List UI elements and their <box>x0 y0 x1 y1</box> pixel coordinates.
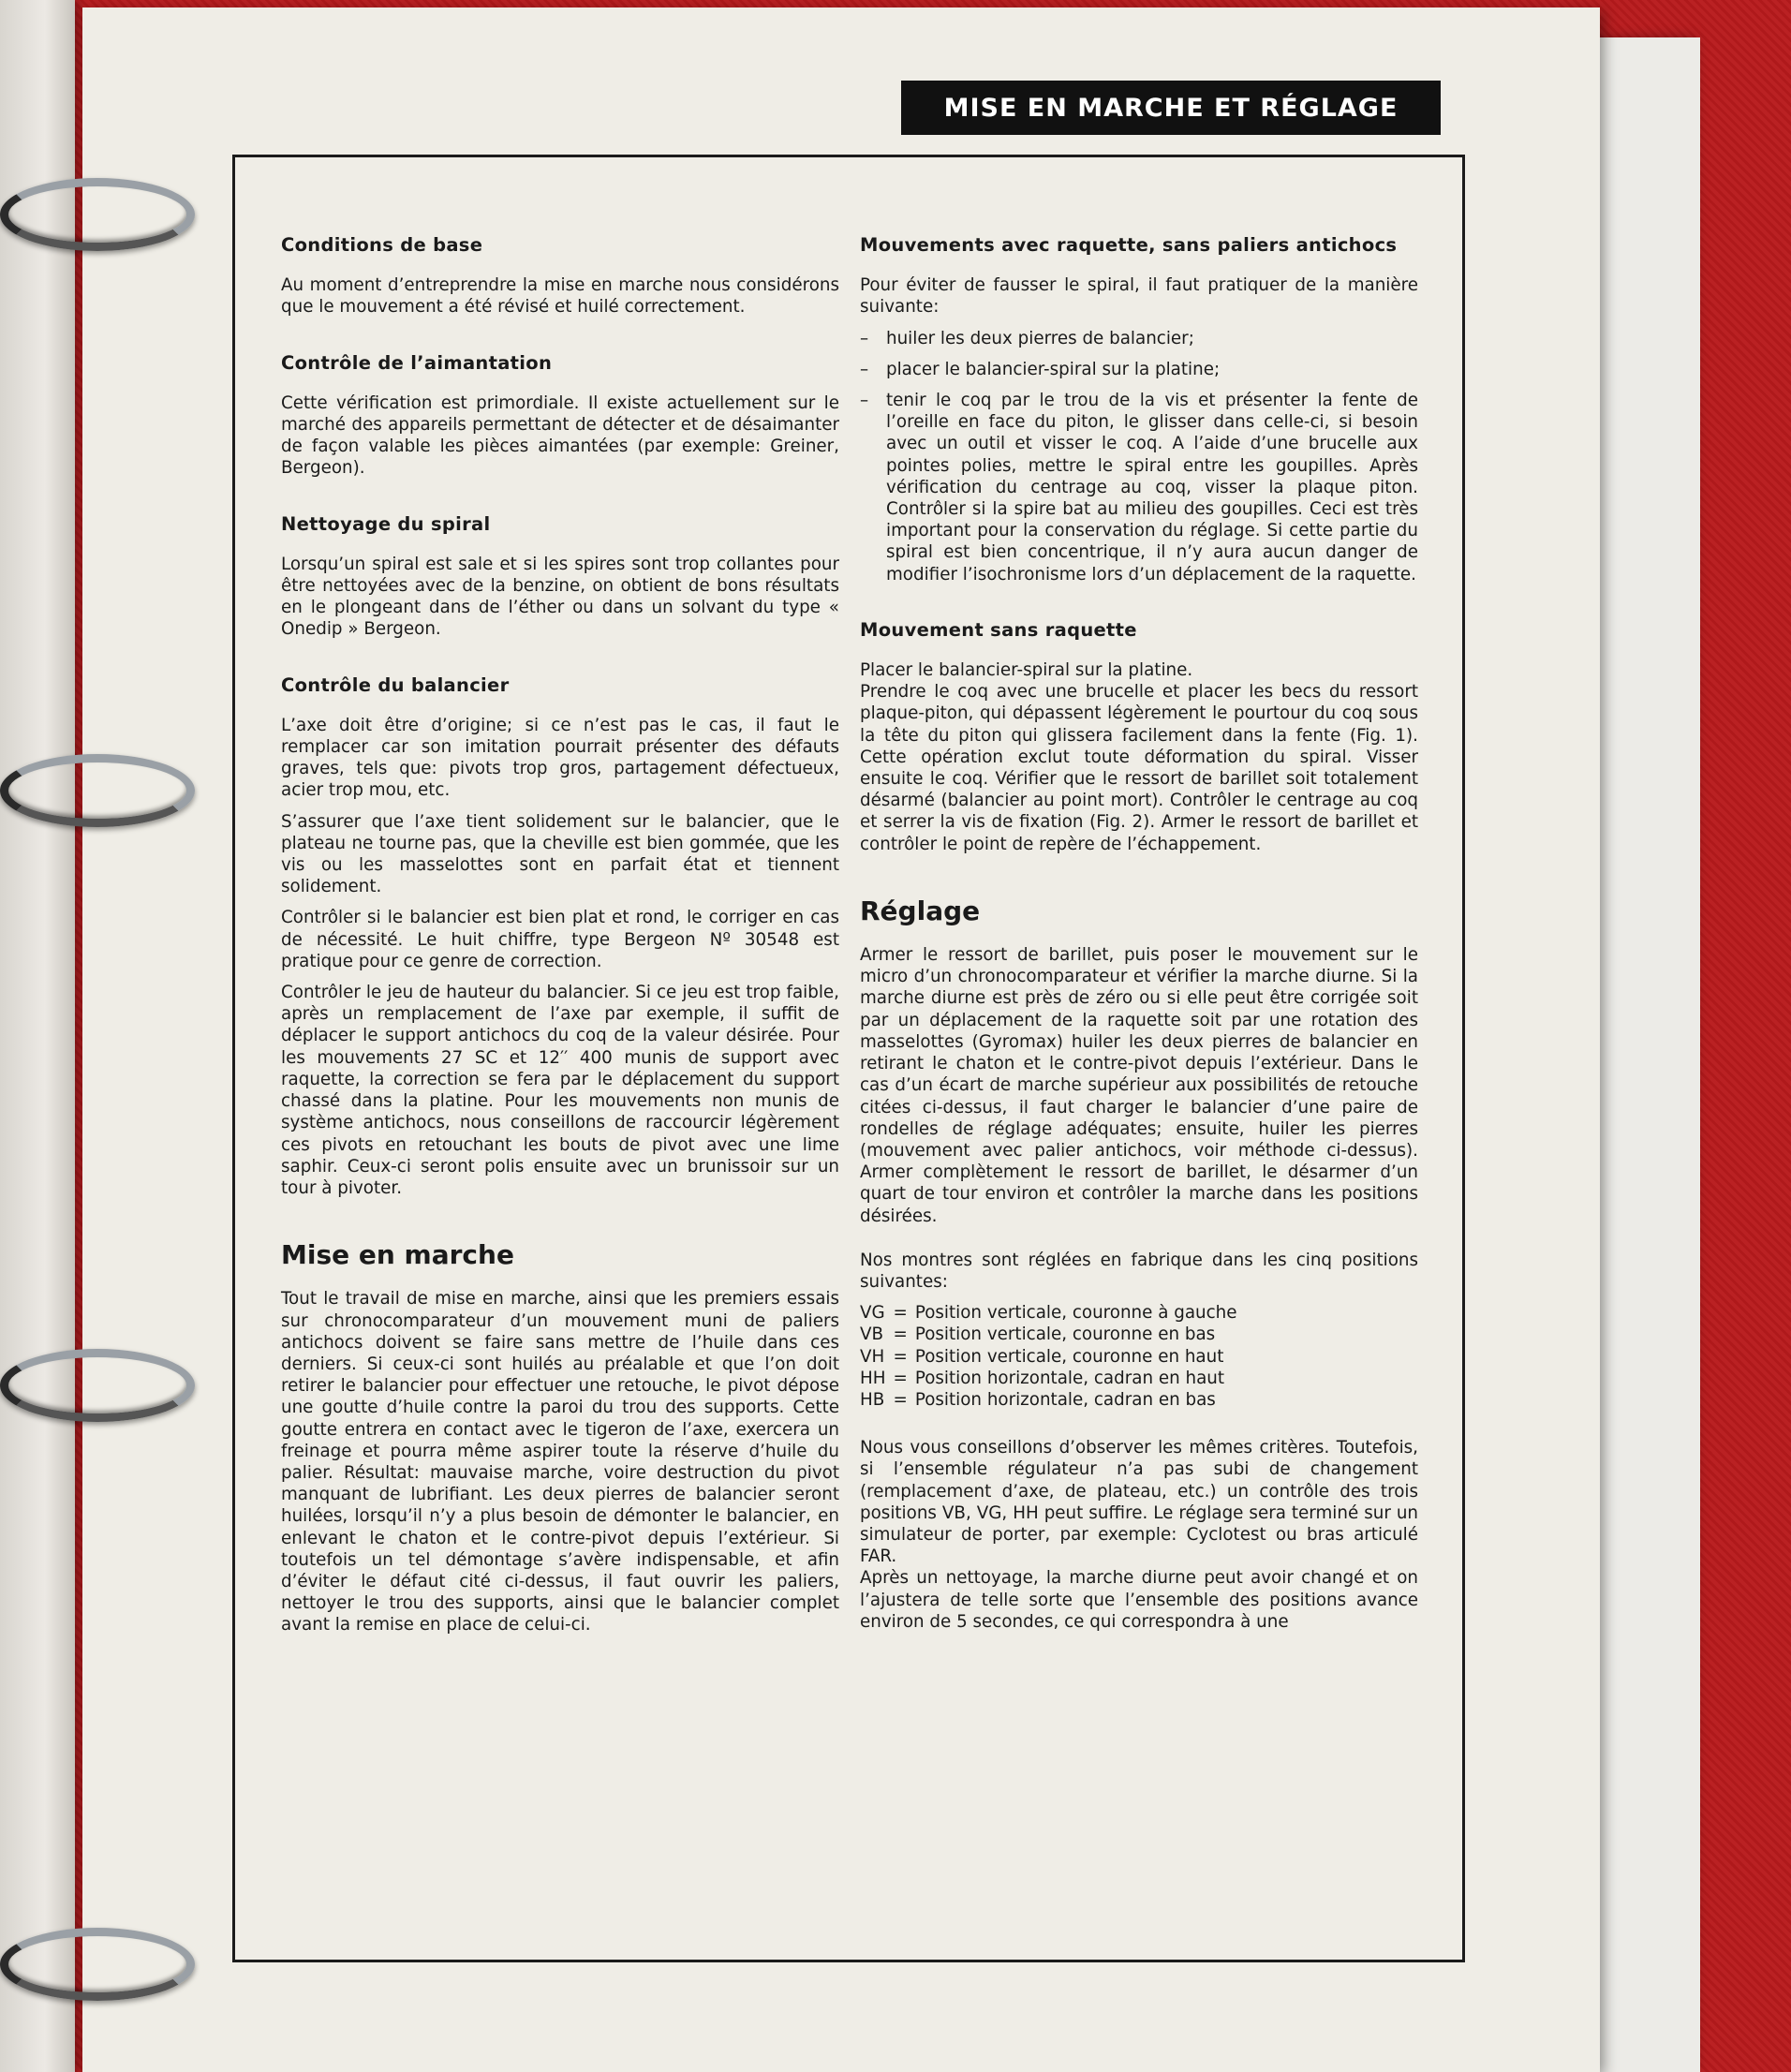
paragraph: Après un nettoyage, la marche diurne peut avoir changé et on l’ajustera de telle sorte que l’ensemble des positions avance environ de 5 secondes, ce qui correspondra à une <box>860 1568 1418 1632</box>
position-description: Position verticale, couronne en bas <box>914 1325 1216 1345</box>
table-row <box>860 1302 1245 1324</box>
section-mise-en-marche <box>281 1239 839 1635</box>
major-heading: Réglage <box>860 895 981 926</box>
binder-ring <box>0 754 195 827</box>
section-aimantation <box>281 352 839 480</box>
section-sans-raquette <box>860 619 1418 855</box>
table-row <box>860 1368 1245 1389</box>
section-title-badge: MISE EN MARCHE ET RÉGLAGE <box>901 81 1441 135</box>
position-equals: = <box>893 1303 908 1324</box>
position-equals: = <box>893 1346 908 1367</box>
section-avec-raquette <box>860 234 1418 585</box>
section-heading: Conditions de base <box>281 234 483 256</box>
binder-ring <box>0 1928 195 2001</box>
section-heading: Contrôle du balancier <box>281 673 510 696</box>
right-column <box>860 225 1418 1666</box>
section-conditions <box>281 234 839 318</box>
position-description: Position horizontale, cadran en bas <box>914 1389 1216 1410</box>
paragraph: Contrôler le jeu de hauteur du balancier. Si ce jeu est trop faible, après un remplacement de l’axe par exemple, il suffit de déplacer le support antichocs du coq de la valeur désirée. Pour les mouvements 27 SC et 12′′ 400 munis de support avec raquette, la correction se fera par le déplacement du support chassé dans la platine. Pour les mouvements non munis de système antichocs, nous conseillons de raccourcir légèrement ces pivots en retouchant les bouts de pivot avec une lime saphir. Ceux-ci seront polis ensuite avec un brunissoir sur un tour à pivoter. <box>281 983 839 1198</box>
paragraph: L’axe doit être d’origine; si ce n’est pas le cas, il faut le remplacer car son imitation pourrait présenter des défauts graves, tels que: pivots trop gros, partagement défectueux, acier trop mou, etc. <box>281 715 839 801</box>
binder-ring <box>0 1349 195 1422</box>
position-description: Position verticale, couronne à gauche <box>914 1303 1237 1324</box>
section-heading: Contrôle de l’aimantation <box>281 351 553 374</box>
section-heading: Mouvements avec raquette, sans paliers antichocs <box>860 234 1398 256</box>
paragraph: Armer le ressort de barillet, puis poser le mouvement sur le micro d’un chronocomparateur et vérifier la marche diurne. Si la marche diurne est près de zéro ou si elle peut être corrigée soit par un déplacement de la raquette soit par une rotation des masselottes (Gyromax) huiler les deux pierres de balancier en retirant le chaton et le contre-pivot depuis l’extérieur. Dans le cas d’un écart de marche supérieur aux possibilités de retouche citées ci-dessus, il faut charger le balancier d’une paire de rondelles de réglage adéquates; ensuite, huiler les pierres (mouvement avec palier antichocs, voir méthode ci-dessus). Armer complètement le ressort de barillet, le désarmer d’un quart de tour environ et contrôler la marche dans les positions désirées. <box>860 945 1418 1226</box>
position-equals: = <box>893 1368 908 1388</box>
section-heading: Mouvement sans raquette <box>860 618 1137 641</box>
section-reglage <box>860 895 1418 1633</box>
position-code: HH <box>860 1368 886 1388</box>
procedure-list <box>860 328 1418 585</box>
paragraph: Nous vous conseillons d’observer les mêmes critères. Toutefois, si l’ensemble régulateur n’a pas subi de changement (remplacement d’axe, de plateau, etc.) un contrôle des trois positions VB, VG, HH peut suffire. Le réglage sera terminé sur un simulateur de porter, par exemple: Cyclotest ou bras articulé FAR. <box>860 1438 1418 1567</box>
paragraph: Contrôler si le balancier est bien plat et rond, le corriger en cas de nécessité. Le huit chiffre, type Bergeon Nº 30548 est pratique pour ce genre de correction. <box>281 908 839 971</box>
position-code: VB <box>860 1325 884 1345</box>
position-equals: = <box>893 1389 908 1410</box>
paragraph: Lorsqu’un spiral est sale et si les spires sont trop collantes pour être nettoyées avec de la benzine, on obtient de bons résultats en le plongeant dans de l’éther ou dans un solvant du type « Onedip » Bergeon. <box>281 554 839 640</box>
position-description: Position verticale, couronne en haut <box>914 1346 1224 1367</box>
paragraph: Au moment d’entreprendre la mise en marche nous considérons que le mouvement a été révisé et huilé correctement. <box>281 275 839 318</box>
position-description: Position horizontale, cadran en haut <box>914 1368 1225 1388</box>
table-row <box>860 1389 1245 1411</box>
paragraph: Pour éviter de fausser le spiral, il faut pratiquer de la manière suivante: <box>860 275 1418 318</box>
left-column <box>281 225 839 1670</box>
list-item: – placer le balancier-spiral sur la platine; <box>860 359 1418 380</box>
paragraph: Prendre le coq avec une brucelle et placer les becs du ressort plaque-piton, qui dépassent légèrement le pourtour du coq sous la tête du piton qui glissera facilement dans la fente (Fig. 1). Cette opération exclut toute déformation du spiral. Visser ensuite le coq. Vérifier que le ressort de barillet soit totalement désarmé (balancier au point mort). Contrôler le centrage au coq et serrer la vis de fixation (Fig. 2). Armer le ressort de barillet et contrôler le point de repère de l’échappement. <box>860 682 1418 854</box>
paragraph: Tout le travail de mise en marche, ainsi que les premiers essais sur chronocomparateur d’un mouvement muni de paliers antichocs doivent se faire sans mettre de l’huile dans ces derniers. Si ceux-ci sont huilés au préalable et que l’on doit retirer le balancier pour effectuer une retouche, le pivot dépose une goutte d’huile contre la paroi du trou des supports. Cette goutte entrera en contact avec le tigeron de l’axe, exercera un freinage et pourra même aspirer toute la réserve d’huile du palier. Résultat: mauvaise marche, voire destruction du pivot manquant de lubrifiant. Les deux pierres de balancier seront huilées, lorsqu’il n’y a plus besoin de démonter le balancier, en enlevant le chaton et le contre-pivot depuis l’extérieur. Si toutefois un tel démontage s’avère indispensable, et afin d’éviter le défaut cité ci-dessus, il faut ouvrir les paliers, nettoyer le trou des supports, ainsi que le balancier complet avant la remise en place de celui-ci. <box>281 1289 839 1635</box>
list-item: – tenir le coq par le trou de la vis et présenter la fente de l’oreille en face du piton, le glisser dans celle-ci, si besoin avec un outil et visser le coq. A l’aide d’une brucelle aux pointes polies, mettre le spiral entre les goupilles. Après vérification du centrage au coq, visser la plaque piton. Contrôler si la spire bat au milieu des goupilles. Ceci est très important pour la conservation du réglage. Si cette partie du spiral est bien concentrique, il n’y aura aucun danger de modifier l’isochronisme lors d’un déplacement de la raquette. <box>860 390 1418 585</box>
section-balancier <box>281 674 839 1199</box>
paragraph: Placer le balancier-spiral sur la platine. <box>860 660 1193 681</box>
major-heading: Mise en marche <box>281 1239 514 1271</box>
position-equals: = <box>893 1325 908 1345</box>
paragraph: Cette vérification est primordiale. Il existe actuellement sur le marché des appareils permettant de détecter et de désaimanter de façon valable les pièces aimantées (par exemple: Greiner, Bergeon). <box>281 392 839 479</box>
list-item: – huiler les deux pierres de balancier; <box>860 328 1418 349</box>
positions-table <box>860 1302 1245 1411</box>
section-nettoyage <box>281 513 839 641</box>
position-code: HB <box>860 1389 885 1410</box>
binder-ring <box>0 178 195 251</box>
paragraph: Nos montres sont réglées en fabrique dans les cinq positions suivantes: <box>860 1250 1418 1292</box>
position-code: VG <box>860 1303 885 1324</box>
paragraph: S’assurer que l’axe tient solidement sur le balancier, que le plateau ne tourne pas, que la cheville est bien gommée, que les vis ou les masselottes sont en parfait état et tiennent solidement. <box>281 811 839 897</box>
table-row <box>860 1346 1245 1368</box>
previous-page-edge <box>0 0 75 2072</box>
position-code: VH <box>860 1346 885 1367</box>
section-heading: Nettoyage du spiral <box>281 512 491 535</box>
table-row <box>860 1324 1245 1345</box>
